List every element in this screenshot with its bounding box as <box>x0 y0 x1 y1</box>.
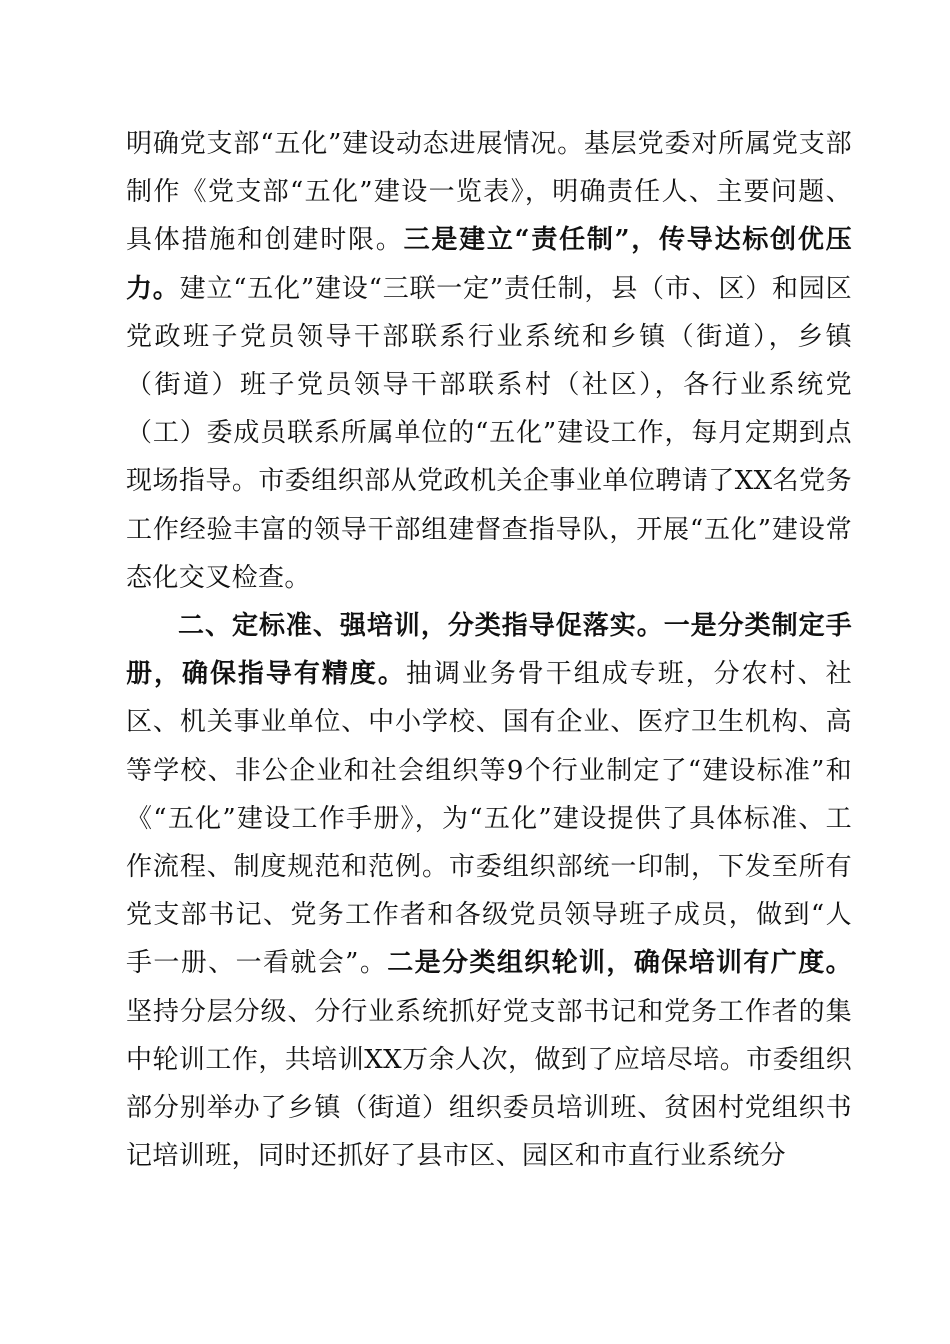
paragraph-2 <box>126 602 852 1180</box>
paragraph-2-run-2: 抽调业务骨干组成专班，分农村、社区、机关事业单位、中小学校、国有企业、医疗卫生机构、高等学校、非公企业和社会组织等9个行业制定了“建设标准”和《“五化”建设工作手册》，为“五化”建设提供了具体标准、工作流程、制度规范和范例。市委组织部统一印制，下发至所有党支部书记、党务工作者和各级党员领导班子成员，做到“人手一册、一看就会”。 <box>126 659 852 979</box>
document-body <box>126 120 852 1180</box>
paragraph-1-run-2: 三是建立“责任制”，传导达标创优压力。 <box>126 225 852 304</box>
paragraph-2-run-1: 二、定标准、强培训，分类指导促落实。一是分类制定手册，确保指导有精度。 <box>126 611 852 690</box>
paragraph-1 <box>126 120 852 602</box>
paragraph-1-run-3: 建立“五化”建设“三联一定”责任制，县（市、区）和园区党政班子党员领导干部联系行业系统和乡镇（街道），乡镇（街道）班子党员领导干部联系村（社区），各行业系统党（工）委成员联系所属单位的“五化”建设工作，每月定期到点现场指导。市委组织部从党政机关企事业单位聘请了XX名党务工作经验丰富的领导干部组建督查指导队，开展“五化”建设常态化交叉检查。 <box>126 273 852 593</box>
paragraph-1-run-1: 明确党支部“五化”建设动态进展情况。基层党委对所属党支部制作《党支部“五化”建设一览表》，明确责任人、主要问题、具体措施和创建时限。 <box>126 129 852 256</box>
paragraph-2-run-4: 坚持分层分级、分行业系统抓好党支部书记和党务工作者的集中轮训工作，共培训XX万余人次，做到了应培尽培。市委组织部分别举办了乡镇（街道）组织委员培训班、贫困村党组织书记培训班，同时还抓好了县市区、园区和市直行业系统分 <box>126 996 852 1172</box>
paragraph-2-run-3: 二是分类组织轮训，确保培训有广度。 <box>387 948 852 979</box>
